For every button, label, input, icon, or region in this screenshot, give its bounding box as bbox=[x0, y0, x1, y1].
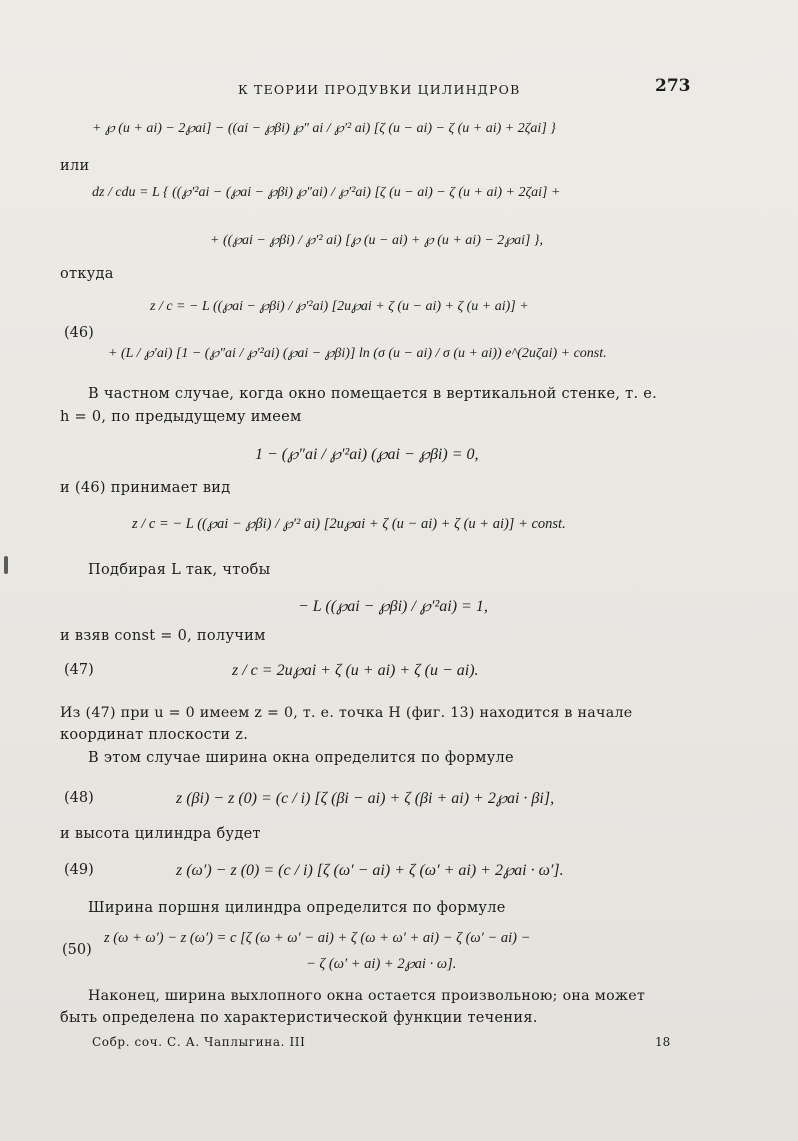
equation-50-line-1: z (ω + ω′) − z (ω′) = c [ζ (ω + ω′ − ai) + ζ (ω + ω′ + ai) − ζ (ω′ − ai) − bbox=[104, 930, 531, 946]
page-number: 273 bbox=[655, 76, 691, 96]
equation-continuation: + ℘ (u + ai) − 2℘ai] − ((ai − ℘βi) ℘″ ai / ℘′² ai) [ζ (u − ai) − ζ (u + ai) + 2ζai] } bbox=[92, 121, 556, 136]
footer-signature: 18 bbox=[655, 1035, 671, 1049]
paragraph-9-line-2: быть определена по характеристической функции течения. bbox=[60, 1010, 538, 1026]
paragraph-7: и высота цилиндра будет bbox=[60, 826, 261, 842]
paragraph-9-line-1: Наконец, ширина выхлопного окна остается произвольною; она может bbox=[88, 988, 646, 1004]
word-otkuda: откуда bbox=[60, 266, 114, 282]
equation-49-number: (49) bbox=[64, 862, 94, 878]
word-ili: или bbox=[60, 158, 90, 174]
paragraph-4: и взяв const = 0, получим bbox=[60, 628, 266, 644]
paragraph-2: и (46) принимает вид bbox=[60, 480, 231, 496]
equation-50-line-2: − ζ (ω′ + ai) + 2℘ai · ω]. bbox=[306, 956, 457, 972]
running-title: К ТЕОРИИ ПРОДУВКИ ЦИЛИНДРОВ bbox=[238, 82, 521, 97]
equation-46-line-1: z / c = − L ((℘ai − ℘βi) / ℘′²ai) [2u℘ai + ζ (u − ai) + ζ (u + ai)] + bbox=[150, 299, 529, 314]
paragraph-1-line-2: h = 0, по предыдущему имеем bbox=[60, 409, 302, 425]
equation-condition: 1 − (℘″ai / ℘′²ai) (℘ai − ℘βi) = 0, bbox=[255, 446, 479, 463]
equation-49: z (ω′) − z (0) = (c / i) [ζ (ω′ − ai) + ζ (ω′ + ai) + 2℘ai · ω′]. bbox=[176, 862, 564, 879]
equation-46-number: (46) bbox=[64, 325, 94, 341]
footer-source: Собр. соч. С. А. Чаплыгина. III bbox=[92, 1035, 306, 1049]
paragraph-3: Подбирая L так, чтобы bbox=[88, 562, 271, 578]
paragraph-1-line-1: В частном случае, когда окно помещается в вертикальной стенке, т. е. bbox=[88, 386, 658, 402]
paragraph-6: В этом случае ширина окна определится по формуле bbox=[88, 750, 514, 766]
equation-dz-line-1: dz / cdu = L { ((℘′²ai − (℘ai − ℘βi) ℘″ai) / ℘′²ai) [ζ (u − ai) − ζ (u + ai) + 2ζai] + bbox=[92, 185, 561, 200]
paragraph-5-line-1: Из (47) при u = 0 имеем z = 0, т. е. точка H (фиг. 13) находится в начале bbox=[60, 705, 633, 721]
paragraph-5-line-2: координат плоскости z. bbox=[60, 727, 249, 743]
equation-48-number: (48) bbox=[64, 790, 94, 806]
equation-dz-line-2: + ((℘ai − ℘βi) / ℘′² ai) [℘ (u − ai) + ℘ (u + ai) − 2℘ai] }, bbox=[210, 233, 544, 248]
equation-48: z (βi) − z (0) = (c / i) [ζ (βi − ai) + ζ (βi + ai) + 2℘ai · βi], bbox=[176, 790, 555, 807]
equation-L: − L ((℘ai − ℘βi) / ℘′²ai) = 1, bbox=[298, 598, 488, 615]
equation-46-line-2: + (L / ℘′ai) [1 − (℘″ai / ℘′²ai) (℘ai − ℘βi)] ln (σ (u − ai) / σ (u + ai)) e^(2uζai) + const. bbox=[108, 346, 607, 361]
equation-47: z / c = 2u℘ai + ζ (u + ai) + ζ (u − ai). bbox=[232, 662, 479, 679]
equation-50-number: (50) bbox=[62, 942, 92, 958]
equation-z-const: z / c = − L ((℘ai − ℘βi) / ℘′² ai) [2u℘ai + ζ (u − ai) + ζ (u + ai)] + const. bbox=[132, 516, 566, 532]
equation-47-number: (47) bbox=[64, 662, 94, 678]
paragraph-8: Ширина поршня цилиндра определится по формуле bbox=[88, 900, 506, 916]
margin-mark bbox=[4, 556, 8, 574]
